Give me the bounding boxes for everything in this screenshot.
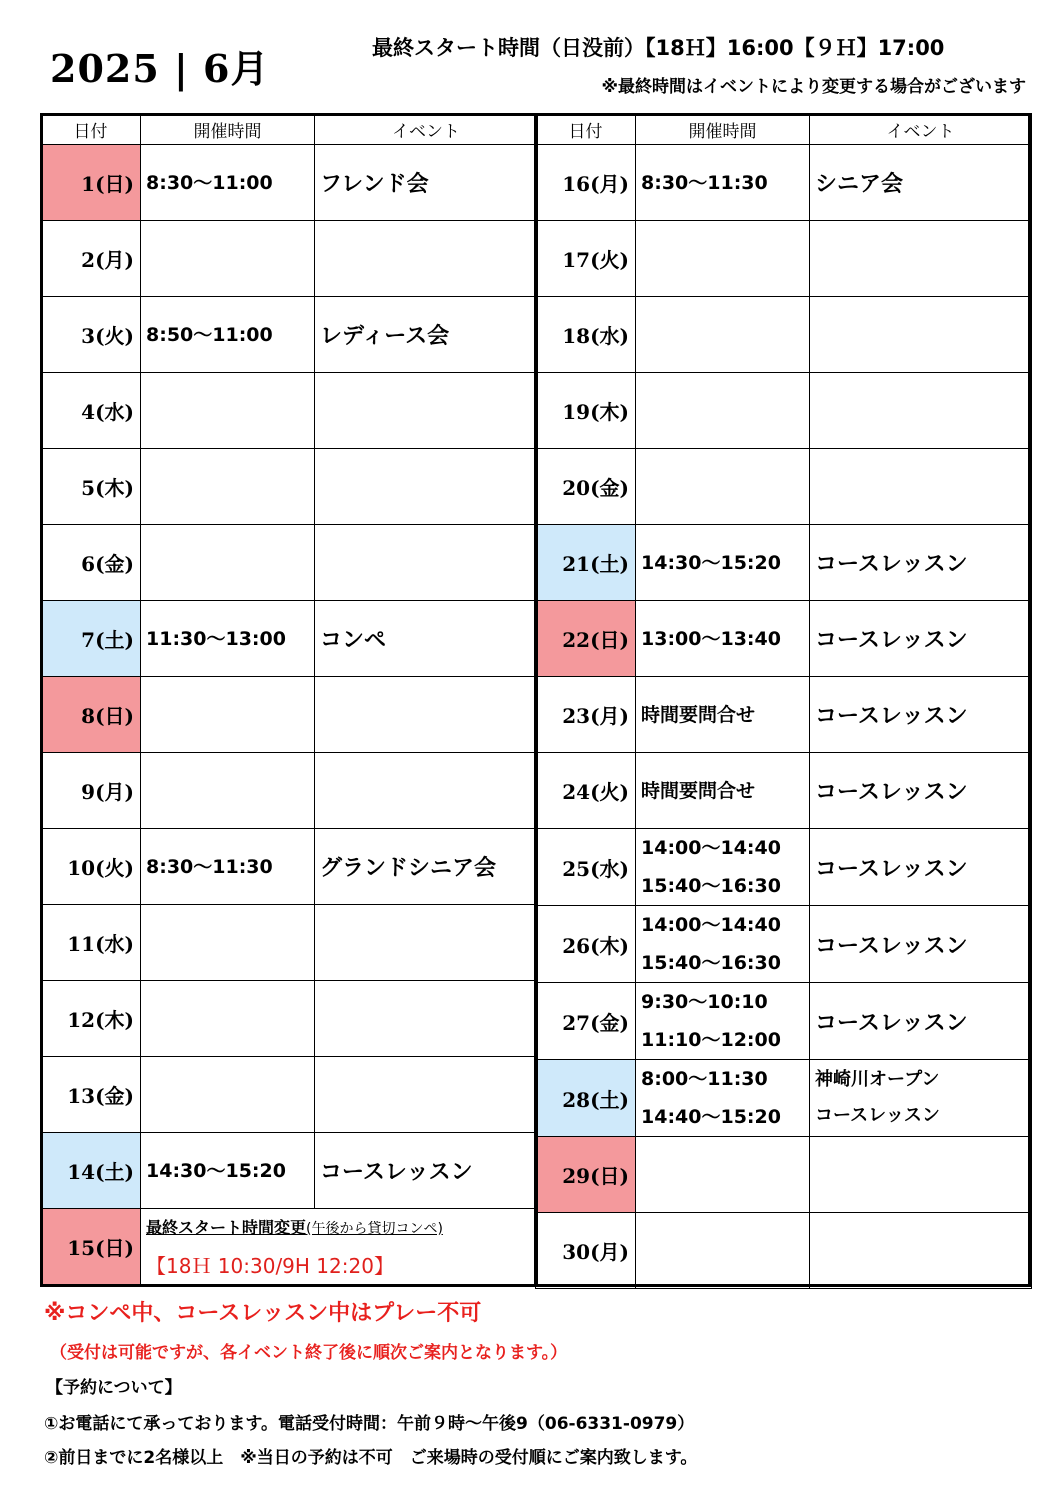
time-cell xyxy=(141,221,315,297)
time-cell xyxy=(141,297,315,373)
date-cell: 25(水) xyxy=(536,829,636,906)
date-cell: 10(火) xyxy=(41,829,141,905)
column-header-event: イベント xyxy=(810,114,1032,145)
time-cell xyxy=(636,449,810,525)
time-text: 14:00〜14:40 xyxy=(641,837,781,859)
table-row xyxy=(41,373,538,449)
date-cell: 15(日) xyxy=(41,1209,141,1285)
time-cell xyxy=(636,373,810,449)
event-cell xyxy=(315,525,538,601)
time-text: 11:30〜13:00 xyxy=(146,627,286,650)
time-cell xyxy=(141,601,315,677)
date-cell: 19(木) xyxy=(536,373,636,449)
time-cell xyxy=(636,1060,810,1137)
table-row xyxy=(536,677,1032,753)
event-cell xyxy=(315,753,538,829)
event-text: グランドシニア会 xyxy=(320,856,497,881)
table-row xyxy=(41,677,538,753)
table-row xyxy=(536,1213,1032,1289)
date-cell: 24(火) xyxy=(536,753,636,829)
time-text: 8:30〜11:00 xyxy=(146,171,273,194)
date-cell: 7(土) xyxy=(41,601,141,677)
event-cell xyxy=(810,1060,1032,1137)
time-cell xyxy=(141,525,315,601)
event-cell xyxy=(810,525,1032,601)
event-cell xyxy=(315,829,538,905)
table-row xyxy=(41,1209,538,1285)
time-text: 14:30〜15:20 xyxy=(146,1159,286,1182)
table-row xyxy=(536,906,1032,983)
event-cell xyxy=(810,906,1032,983)
event-cell xyxy=(315,373,538,449)
table-row xyxy=(41,601,538,677)
column-header-event: イベント xyxy=(315,114,538,145)
time-cell xyxy=(141,449,315,525)
time-cell xyxy=(636,1213,810,1289)
table-row xyxy=(536,297,1032,373)
last-start-time-notice: 最終スタート時間（日没前）【18Ｈ】16:00【９Ｈ】17:00 xyxy=(372,36,945,60)
event-cell xyxy=(810,373,1032,449)
event-cell xyxy=(315,449,538,525)
event-text: コースレッスン xyxy=(815,552,968,577)
booking-heading: 【予約について】 xyxy=(46,1378,182,1398)
date-cell: 16(月) xyxy=(536,145,636,221)
time-cell xyxy=(636,677,810,753)
event-cell xyxy=(315,601,538,677)
event-cell xyxy=(810,753,1032,829)
event-cell xyxy=(315,677,538,753)
date-cell: 3(火) xyxy=(41,297,141,373)
schedule-calendar xyxy=(40,113,1031,1287)
date-cell: 23(月) xyxy=(536,677,636,753)
table-row xyxy=(536,449,1032,525)
event-cell xyxy=(315,1133,538,1209)
date-cell: 29(日) xyxy=(536,1137,636,1213)
time-cell xyxy=(141,753,315,829)
time-cell xyxy=(636,525,810,601)
table-row xyxy=(536,145,1032,221)
column-header-date: 日付 xyxy=(41,114,141,145)
date-cell: 20(金) xyxy=(536,449,636,525)
time-cell xyxy=(141,373,315,449)
note-subtitle: (午後から貸切コンペ) xyxy=(306,1221,443,1237)
booking-conditions: ②前日までに2名様以上 ※当日の予約は不可 ご来場時の受付順にご案内致します。 xyxy=(44,1448,698,1468)
time-cell xyxy=(636,297,810,373)
time-cell xyxy=(636,829,810,906)
event-cell xyxy=(315,297,538,373)
table-row xyxy=(41,221,538,297)
note-title-text: 最終スタート時間変更 xyxy=(146,1218,307,1237)
date-cell: 2(月) xyxy=(41,221,141,297)
time-cell xyxy=(141,1133,315,1209)
play-restriction-warning: ※コンペ中、コースレッスン中はプレー不可 xyxy=(44,1301,482,1326)
page-title: 2025 | 6月 xyxy=(50,46,270,91)
event-cell xyxy=(810,145,1032,221)
time-cell xyxy=(141,1057,315,1133)
time-text: 14:30〜15:20 xyxy=(641,551,781,574)
table-row xyxy=(536,601,1032,677)
date-cell: 18(水) xyxy=(536,297,636,373)
time-cell xyxy=(141,905,315,981)
schedule-table-right xyxy=(535,113,1032,1289)
event-text: コースレッスン xyxy=(815,1010,968,1036)
table-row xyxy=(41,981,538,1057)
time-text: 14:00〜14:40 xyxy=(641,914,781,936)
time-text: 9:30〜10:10 xyxy=(641,991,768,1013)
table-row xyxy=(41,905,538,981)
time-cell xyxy=(636,753,810,829)
date-cell: 9(月) xyxy=(41,753,141,829)
time-text: 時間要問合せ xyxy=(641,779,756,802)
date-cell: 28(土) xyxy=(536,1060,636,1137)
table-row xyxy=(41,297,538,373)
date-cell: 26(木) xyxy=(536,906,636,983)
event-cell xyxy=(315,905,538,981)
event-cell xyxy=(810,677,1032,753)
table-header-row xyxy=(41,114,538,145)
time-text: 時間要問合せ xyxy=(641,703,756,726)
date-cell: 8(日) xyxy=(41,677,141,753)
event-text: フレンド会 xyxy=(320,172,429,197)
table-row xyxy=(41,525,538,601)
time-text: 11:10〜12:00 xyxy=(641,1029,781,1051)
table-row xyxy=(41,1133,538,1209)
date-cell: 1(日) xyxy=(41,145,141,221)
date-cell: 22(日) xyxy=(536,601,636,677)
date-cell: 30(月) xyxy=(536,1213,636,1289)
event-cell xyxy=(810,983,1032,1060)
time-text: 15:40〜16:30 xyxy=(641,875,781,897)
table-row xyxy=(41,145,538,221)
table-row xyxy=(536,983,1032,1060)
start-time-change-note xyxy=(141,1209,538,1285)
event-cell xyxy=(810,829,1032,906)
schedule-table-left xyxy=(40,113,538,1285)
time-cell xyxy=(636,1137,810,1213)
time-cell xyxy=(636,221,810,297)
table-row xyxy=(536,1137,1032,1213)
event-cell xyxy=(810,601,1032,677)
time-text: 8:50〜11:00 xyxy=(146,323,273,346)
time-cell xyxy=(636,906,810,983)
table-row xyxy=(536,829,1032,906)
table-row xyxy=(536,753,1032,829)
table-header-row xyxy=(536,114,1032,145)
time-text: 8:00〜11:30 xyxy=(641,1068,768,1090)
event-cell xyxy=(315,1057,538,1133)
event-cell xyxy=(810,221,1032,297)
date-cell: 17(火) xyxy=(536,221,636,297)
event-cell xyxy=(315,221,538,297)
event-cell xyxy=(810,1137,1032,1213)
time-cell xyxy=(141,677,315,753)
date-cell: 6(金) xyxy=(41,525,141,601)
column-header-date: 日付 xyxy=(536,114,636,145)
event-text: コースレッスン xyxy=(815,933,968,959)
event-cell xyxy=(315,145,538,221)
event-cell xyxy=(315,981,538,1057)
date-cell: 27(金) xyxy=(536,983,636,1060)
reception-note: （受付は可能ですが、各イベント終了後に順次ご案内となります。） xyxy=(50,1343,568,1363)
table-row xyxy=(536,525,1032,601)
changed-start-times: 【18Ｈ 10:30/9H 12:20】 xyxy=(146,1254,394,1278)
column-header-time: 開催時間 xyxy=(141,114,315,145)
booking-phone-info: ①お電話にて承っております。電話受付時間：午前９時〜午後9（06-6331-0979） xyxy=(44,1414,695,1434)
date-cell: 14(土) xyxy=(41,1133,141,1209)
date-cell: 11(水) xyxy=(41,905,141,981)
table-row xyxy=(536,1060,1032,1137)
event-cell xyxy=(810,449,1032,525)
date-cell: 4(水) xyxy=(41,373,141,449)
event-text: コースレッスン xyxy=(815,780,968,805)
time-cell xyxy=(141,829,315,905)
event-text: コースレッスン xyxy=(815,704,968,729)
time-text: 14:40〜15:20 xyxy=(641,1106,781,1128)
table-row xyxy=(536,221,1032,297)
table-row xyxy=(41,449,538,525)
time-change-notice: ※最終時間はイベントにより変更する場合がございます xyxy=(601,77,1026,97)
time-text: 8:30〜11:30 xyxy=(146,855,273,878)
table-row xyxy=(41,829,538,905)
time-cell xyxy=(636,601,810,677)
time-cell xyxy=(636,983,810,1060)
event-text: レディース会 xyxy=(320,324,450,349)
time-text: 15:40〜16:30 xyxy=(641,952,781,974)
table-row xyxy=(41,753,538,829)
event-text: コンペ xyxy=(320,628,387,653)
time-cell xyxy=(141,981,315,1057)
date-cell: 13(金) xyxy=(41,1057,141,1133)
event-text: シニア会 xyxy=(815,172,904,197)
event-text: 神崎川オープン xyxy=(815,1069,940,1090)
event-cell xyxy=(810,297,1032,373)
column-header-time: 開催時間 xyxy=(636,114,810,145)
date-cell: 12(木) xyxy=(41,981,141,1057)
event-cell xyxy=(810,1213,1032,1289)
date-cell: 21(土) xyxy=(536,525,636,601)
event-text: コースレッスン xyxy=(320,1160,473,1185)
time-text: 8:30〜11:30 xyxy=(641,171,768,194)
event-text: コースレッスン xyxy=(815,1105,940,1126)
time-text: 13:00〜13:40 xyxy=(641,627,781,650)
event-text: コースレッスン xyxy=(815,856,968,882)
note-title xyxy=(146,1215,537,1238)
table-row xyxy=(536,373,1032,449)
table-row xyxy=(41,1057,538,1133)
time-cell xyxy=(141,145,315,221)
time-cell xyxy=(636,145,810,221)
date-cell: 5(木) xyxy=(41,449,141,525)
event-text: コースレッスン xyxy=(815,628,968,653)
